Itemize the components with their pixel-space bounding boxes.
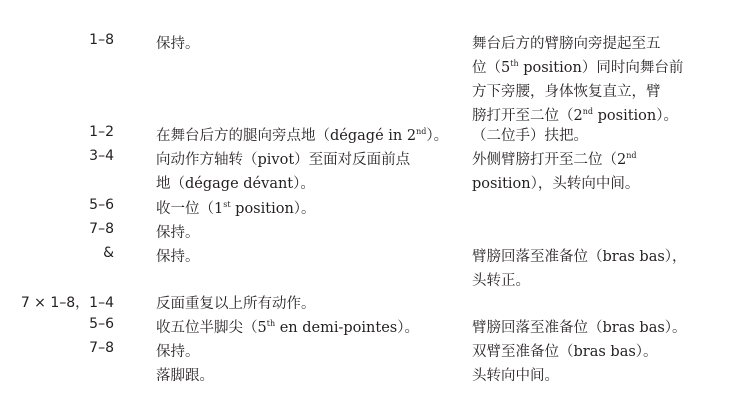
arm-description: 外侧臂膀打开至二位（2nd position），头转向中间。 bbox=[472, 151, 640, 192]
count-label: 5–6 bbox=[89, 197, 114, 213]
arm-description: 臂膀回落至准备位（bras bas）。 bbox=[472, 320, 687, 336]
movement-description: 向动作方轴转（pivot）至面对反面前点 地（dégage dévant）。 bbox=[156, 152, 411, 192]
count-label: 7–8 bbox=[89, 221, 114, 237]
arm-description: 头转向中间。 bbox=[472, 368, 559, 384]
count-label: 7–8 bbox=[89, 340, 114, 356]
arm-description: （二位手）扶把。 bbox=[472, 128, 588, 144]
arm-description: 臂膀回落至准备位（bras bas）， 头转正。 bbox=[472, 249, 687, 289]
movement-description: 收五位半脚尖（5th en demi-pointes）。 bbox=[156, 319, 419, 336]
arm-description: 舞台后方的臂膀向旁提起至五 位（5th position）同时向舞台前 方下旁腰，身体恢复直立，臂 膀打开至二位（2nd position）。 bbox=[472, 36, 684, 124]
movement-description: 落脚跟。 bbox=[156, 368, 214, 384]
count-label: 7 × 1–8，1–4 bbox=[20, 295, 114, 311]
movement-description: 保持。 bbox=[156, 225, 200, 241]
movement-description: 反面重复以上所有动作。 bbox=[156, 296, 316, 312]
movement-description: 收一位（1st position）。 bbox=[156, 200, 316, 217]
movement-description: 在舞台后方的腿向旁点地（dégagé in 2nd）。 bbox=[156, 127, 449, 144]
movement-description: 保持。 bbox=[156, 36, 200, 52]
count-label: 3–4 bbox=[89, 148, 114, 164]
count-label: 1–2 bbox=[89, 124, 114, 140]
count-label: & bbox=[103, 245, 114, 261]
arm-description: 双臂至准备位（bras bas）。 bbox=[472, 344, 658, 360]
count-label: 5–6 bbox=[89, 316, 114, 332]
movement-description: 保持。 bbox=[156, 249, 200, 265]
count-label: 1–8 bbox=[89, 32, 114, 48]
movement-description: 保持。 bbox=[156, 344, 200, 360]
